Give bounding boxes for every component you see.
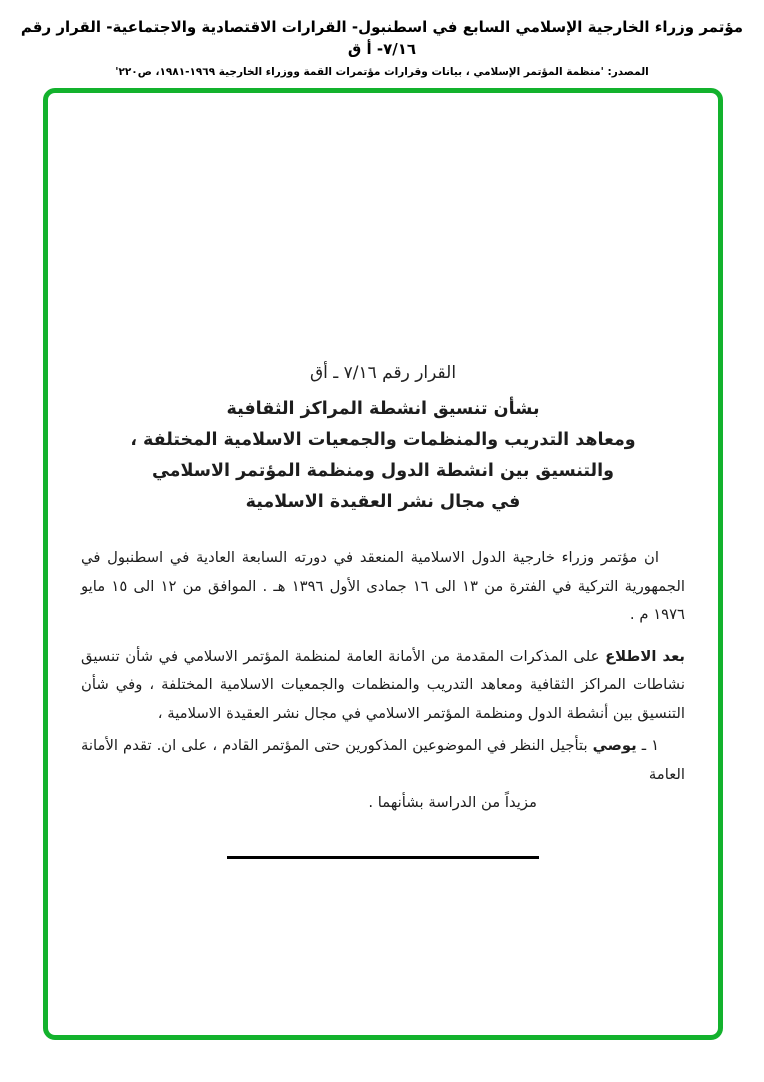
resolution-number-line: القرار رقم ٧/١٦ ـ أق bbox=[309, 363, 457, 383]
header-title: مؤتمر وزراء الخارجية الإسلامي السابع في اسطنبول- القرارات الاقتصادية والاجتماعية- القرار رقم ٧/١٦- أ ق bbox=[20, 18, 744, 58]
subject-line-3: والتنسيق بين انشطة الدول ومنظمة المؤتمر الاسلامي bbox=[151, 461, 615, 481]
item-1-rest: بتأجيل النظر في الموضوعين المذكورين حتى المؤتمر القادم ، على ان. تقدم الأمانة العامة bbox=[81, 737, 685, 783]
header-source-line: المصدر: 'منظمة المؤتمر الإسلامي ، بيانات وقرارات مؤتمرات القمة ووزراء الخارجية ١٩٦٩-١٩٨١، ص٢٢٠' bbox=[115, 66, 649, 78]
footer-rule bbox=[227, 856, 539, 859]
subject-line-1: بشأن تنسيق انشطة المراكز الثقافية bbox=[226, 399, 540, 419]
paragraph-preamble: ان مؤتمر وزراء خارجية الدول الاسلامية المنعقد في دورته السابعة العادية في اسطنبول في الجمهورية التركية في الفترة من ١٣ الى ١٦ جمادى الأول ١٣٩٦ هـ . الموافق من ١٢ الى ١٥ مايو ١٩٧٦ م . bbox=[81, 549, 685, 623]
green-border-frame bbox=[43, 88, 723, 1040]
paragraph-review bbox=[81, 643, 685, 729]
page-header bbox=[0, 16, 764, 78]
subject-line-4: في مجال نشر العقيدة الاسلامية bbox=[245, 492, 521, 512]
item-1-line-2: مزيداً من الدراسة بشأنهما . bbox=[368, 794, 537, 811]
subject-heading bbox=[81, 394, 685, 518]
item-1-number: ١ ـ bbox=[636, 737, 660, 754]
item-1-lead: يوصي bbox=[592, 737, 637, 754]
item-1-line-1 bbox=[81, 732, 685, 789]
paragraph-review-lead: بعد الاطلاع bbox=[605, 647, 685, 665]
document-body bbox=[48, 93, 718, 859]
subject-line-2: ومعاهد التدريب والمنظمات والجمعيات الاسلامية المختلفة ، bbox=[130, 430, 636, 450]
paragraph-review-rest: على المذكرات المقدمة من الأمانة العامة لمنظمة المؤتمر الاسلامي في شأن تنسيق نشاطات المراكز الثقافية ومعاهد التدريب والمنظمات والجمعيات الاسلامية المختلفة ، وفي شأن التنسيق بين أنشطة الدول ومنظمة المؤتمر الاسلامي في مجال نشر العقيدة الاسلامية ، bbox=[81, 647, 685, 722]
